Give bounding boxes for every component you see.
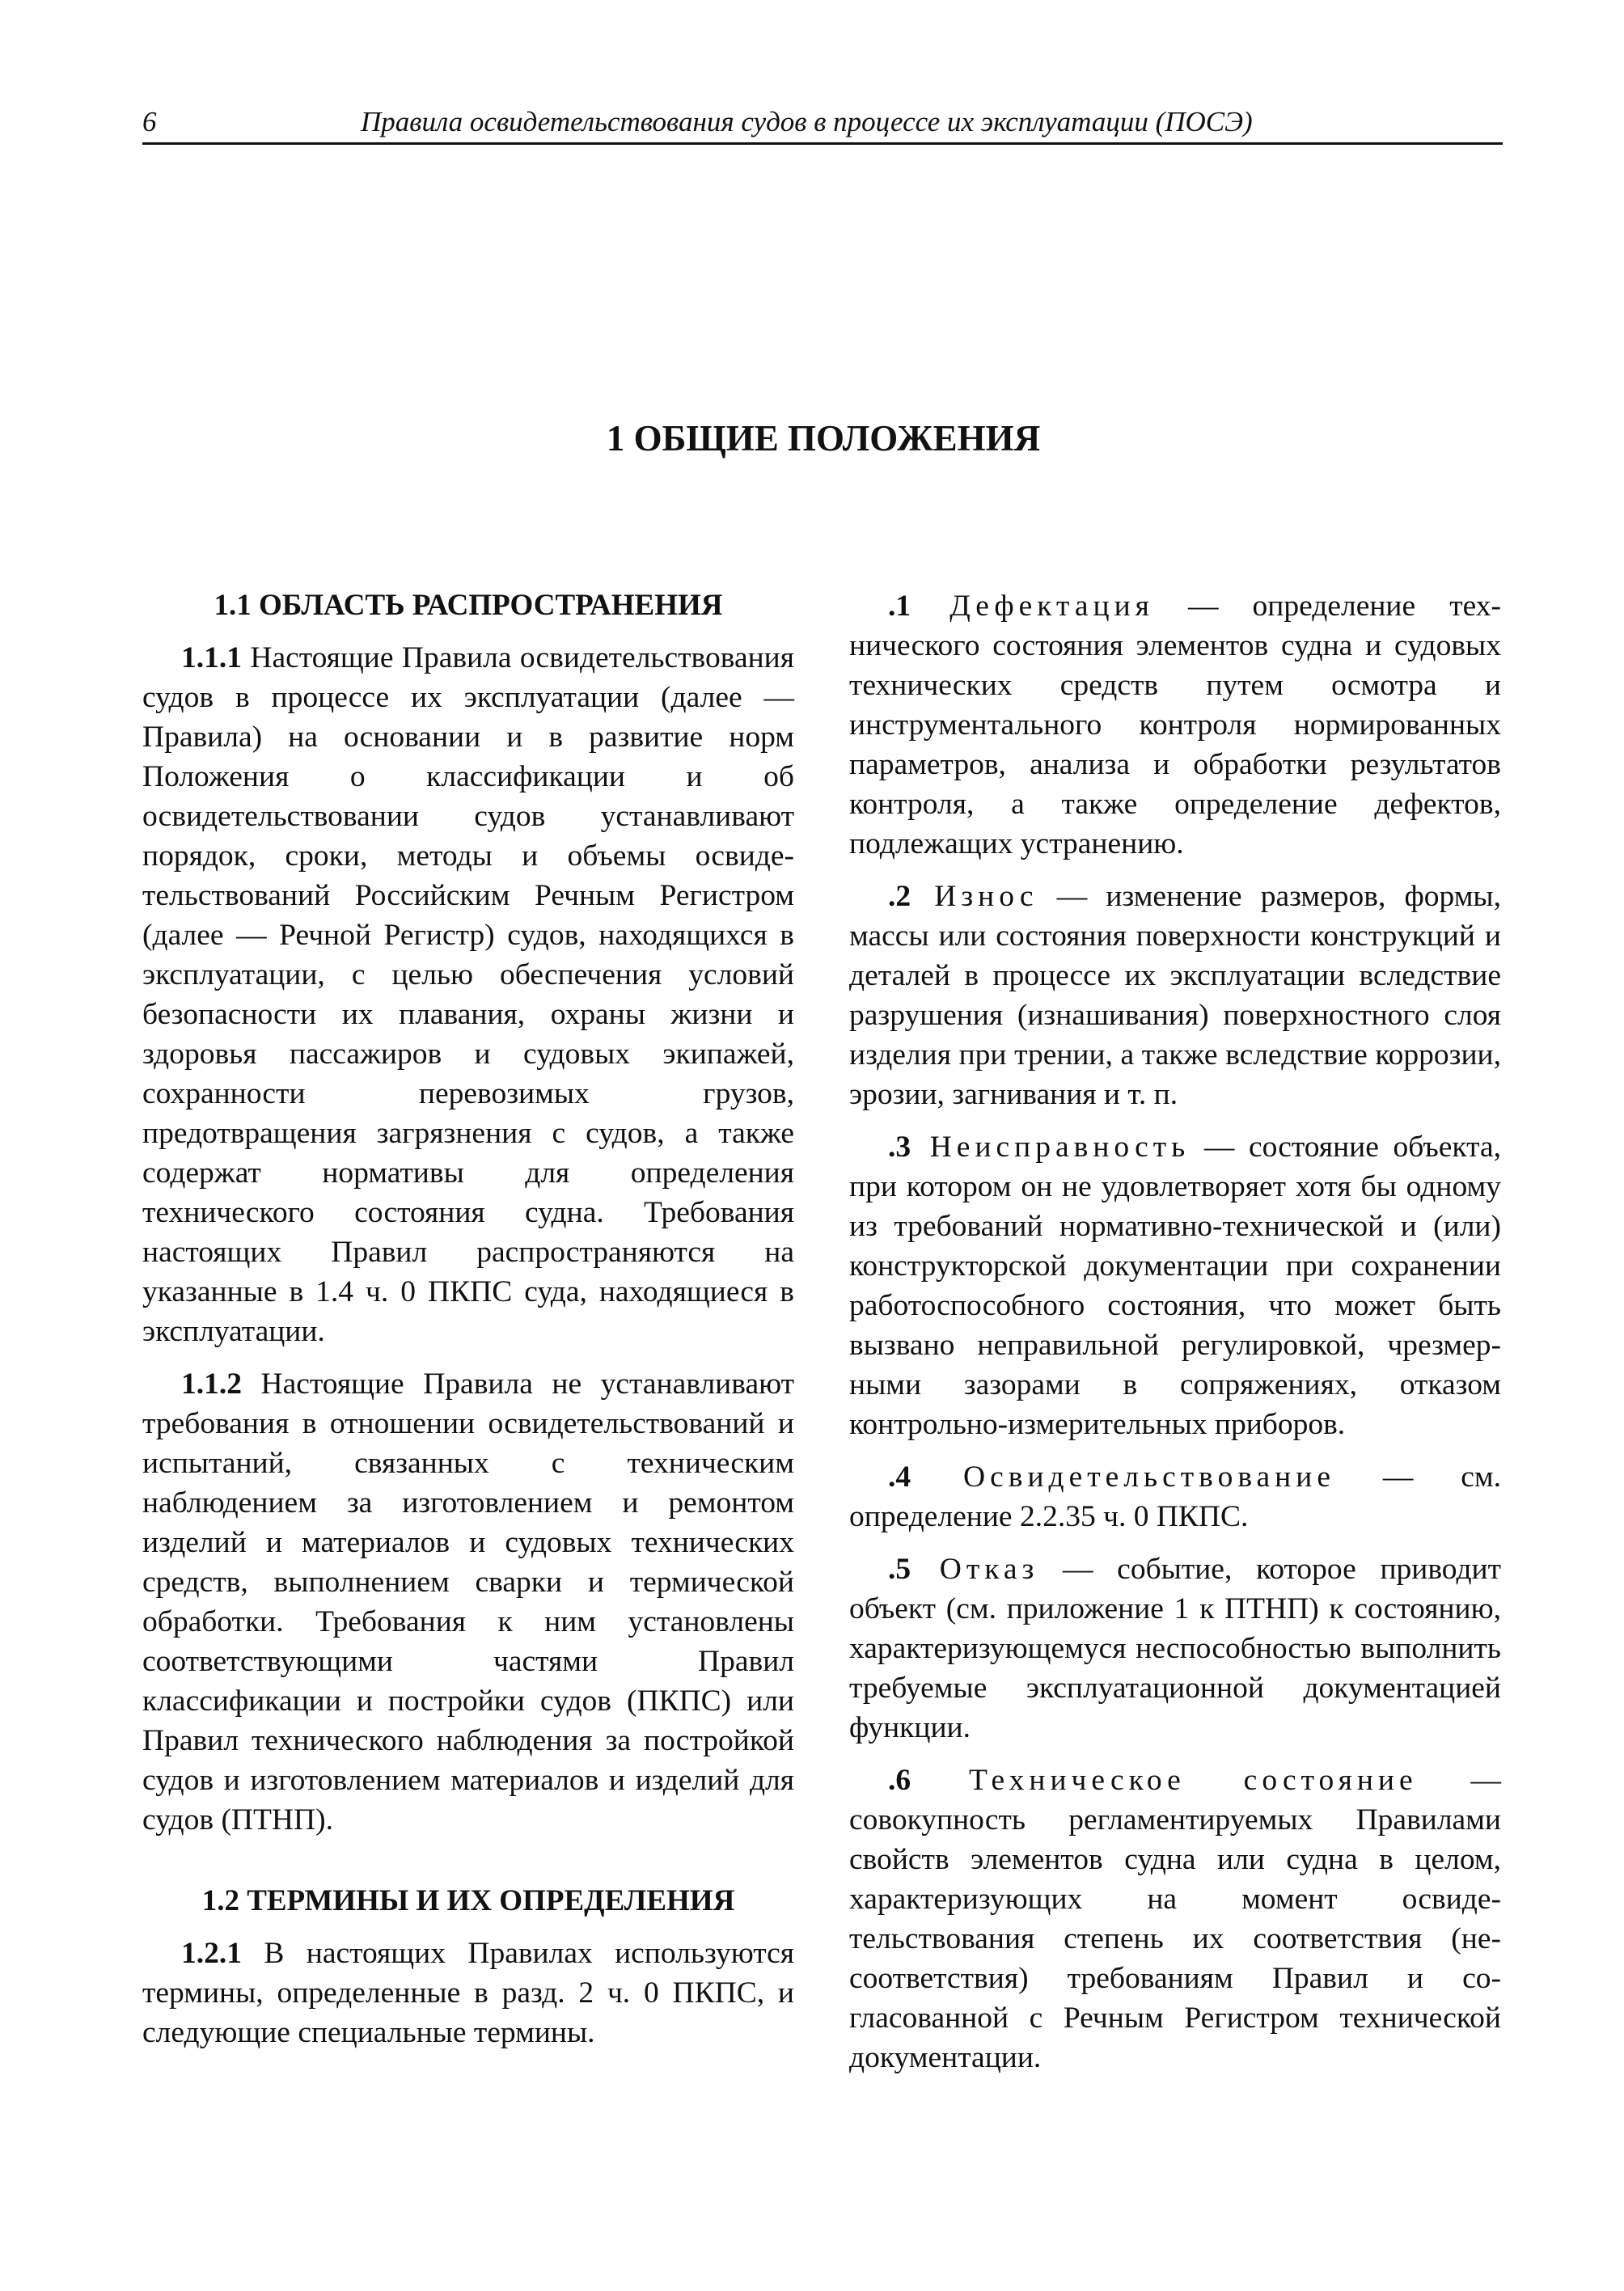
left-column — [142, 586, 794, 2052]
clause-text: Настоящие Правила освидетельствования судов в процессе их эксплуатации (далее — Правила) на основании и в развитие норм Положения о классификации и об освидетельствовании судов устанавливают порядок, сроки, методы и объемы освидетельствований Российским Речным Регистром (далее — Речной Регистр) судов, находящихся в эксплуатации, с целью обеспечения условий безопасности их плавания, охраны жизни и здоровья пассажиров и судовых экипажей, сохранности перевозимых грузов, предотвращения загрязнения с судов, а также содержат нормативы для определения технического состояния судна. Требования настоящих Правил распространяются на указанные в 1.4 ч. 0 ПКПС суда, находящиеся в эксплуатации. — [142, 641, 794, 1348]
term-name: Отказ — [911, 1553, 1039, 1586]
clause-number: 1.2.1 — [181, 1937, 242, 1970]
section-1-2-title: 1.2 ТЕРМИНЫ И ИХ ОПРЕДЕЛЕНИЯ — [201, 1884, 735, 1917]
clause-number: 1.1.2 — [181, 1367, 242, 1401]
term-text: — совокупность регламентируемых Правилами свойств элементов судна или судна в целом, характеризующих на момент освидетельствования степень их соответствия (несоответствия) требованиям Правил и согласованной с Речным Регистром технической документации. — [849, 1764, 1501, 2074]
term-name: Неисправность — [911, 1131, 1191, 1164]
term-number: .3 — [888, 1131, 911, 1164]
term-definition-6 — [849, 1761, 1501, 2078]
page-number: 6 — [142, 106, 157, 137]
paragraph-1-1-1 — [142, 638, 794, 1351]
chapter-title: 1 ОБЩИЕ ПОЛОЖЕНИЯ — [606, 418, 1041, 459]
term-definition-4 — [849, 1457, 1501, 1536]
clause-text: В настоящих Правилах используются термины, определенные в разд. 2 ч. 0 ПКПС, и следующие специальные термины. — [142, 1937, 794, 2049]
term-name: Техническое состояние — [911, 1764, 1418, 1797]
paragraph-1-2-1 — [142, 1934, 794, 2052]
paragraph-1-1-2 — [142, 1364, 794, 1840]
term-definition-1 — [849, 586, 1501, 864]
term-definition-3 — [849, 1127, 1501, 1444]
term-number: .6 — [888, 1764, 911, 1797]
running-header — [142, 105, 1503, 145]
clause-number: 1.1.1 — [181, 641, 242, 674]
right-column — [849, 586, 1501, 2078]
section-1-1-title: 1.1 ОБЛАСТЬ РАСПРОСТРАНЕНИЯ — [214, 589, 723, 622]
term-number: .2 — [888, 880, 911, 913]
term-definition-5 — [849, 1549, 1501, 1748]
term-number: .1 — [888, 590, 911, 623]
term-name: Дефектация — [911, 590, 1154, 623]
term-number: .4 — [888, 1460, 911, 1494]
term-text: — состояние объекта, при котором он не удовлетворяет хотя бы одному из требований нормативно-технической и (или) конструкторской документации при сохранении работоспособного состояния, что может быть вызвано неправильной регулировкой, чрезмерными зазорами в сопряжениях, отказом контрольно-измерительных приборов. — [849, 1131, 1502, 1441]
term-text: — см. определение 2.2.35 ч. 0 ПКПС. — [849, 1460, 1501, 1533]
running-title: Правила освидетельствования судов в процессе их эксплуатации (ПОСЭ) — [361, 106, 1253, 137]
term-text: — изменение размеров, формы, массы или состояния поверхности конструкций и деталей в процессе их эксплуатации вследствие разрушения (изнашивания) поверхностного слоя изделия при трении, а также вследствие коррозии, эрозии, загнивания и т. п. — [849, 880, 1501, 1111]
term-definition-2 — [849, 877, 1501, 1114]
term-text: — определение технического состояния элементов судна и судовых технических средств путем осмотра и инструментального контроля нормированных параметров, анализа и обработки результатов контроля, а также определение дефектов, подлежащих устранению. — [849, 590, 1501, 860]
term-name: Износ — [911, 880, 1038, 913]
term-number: .5 — [888, 1553, 911, 1586]
clause-text: Настоящие Правила не устанавливают требования в отношении освидетельствований и испытаний, связанных с техническим наблюдением за изготовлением и ремонтом изделий и материалов и судовых технических средств, выполнением сварки и термической обработки. Требования к ним установлены соответствующими частями Правил классификации и постройки судов (ПКПС) или Правил технического наблюдения за постройкой судов и изготовлением материалов и изделий для судов (ПТНП). — [142, 1367, 794, 1837]
term-name: Освидетельствование — [911, 1460, 1335, 1494]
term-text: — событие, которое приводит объект (см. приложение 1 к ПТНП) к состоянию, характеризующемуся неспособностью выполнить требуемые эксплуатационной документацией функции. — [849, 1553, 1501, 1744]
